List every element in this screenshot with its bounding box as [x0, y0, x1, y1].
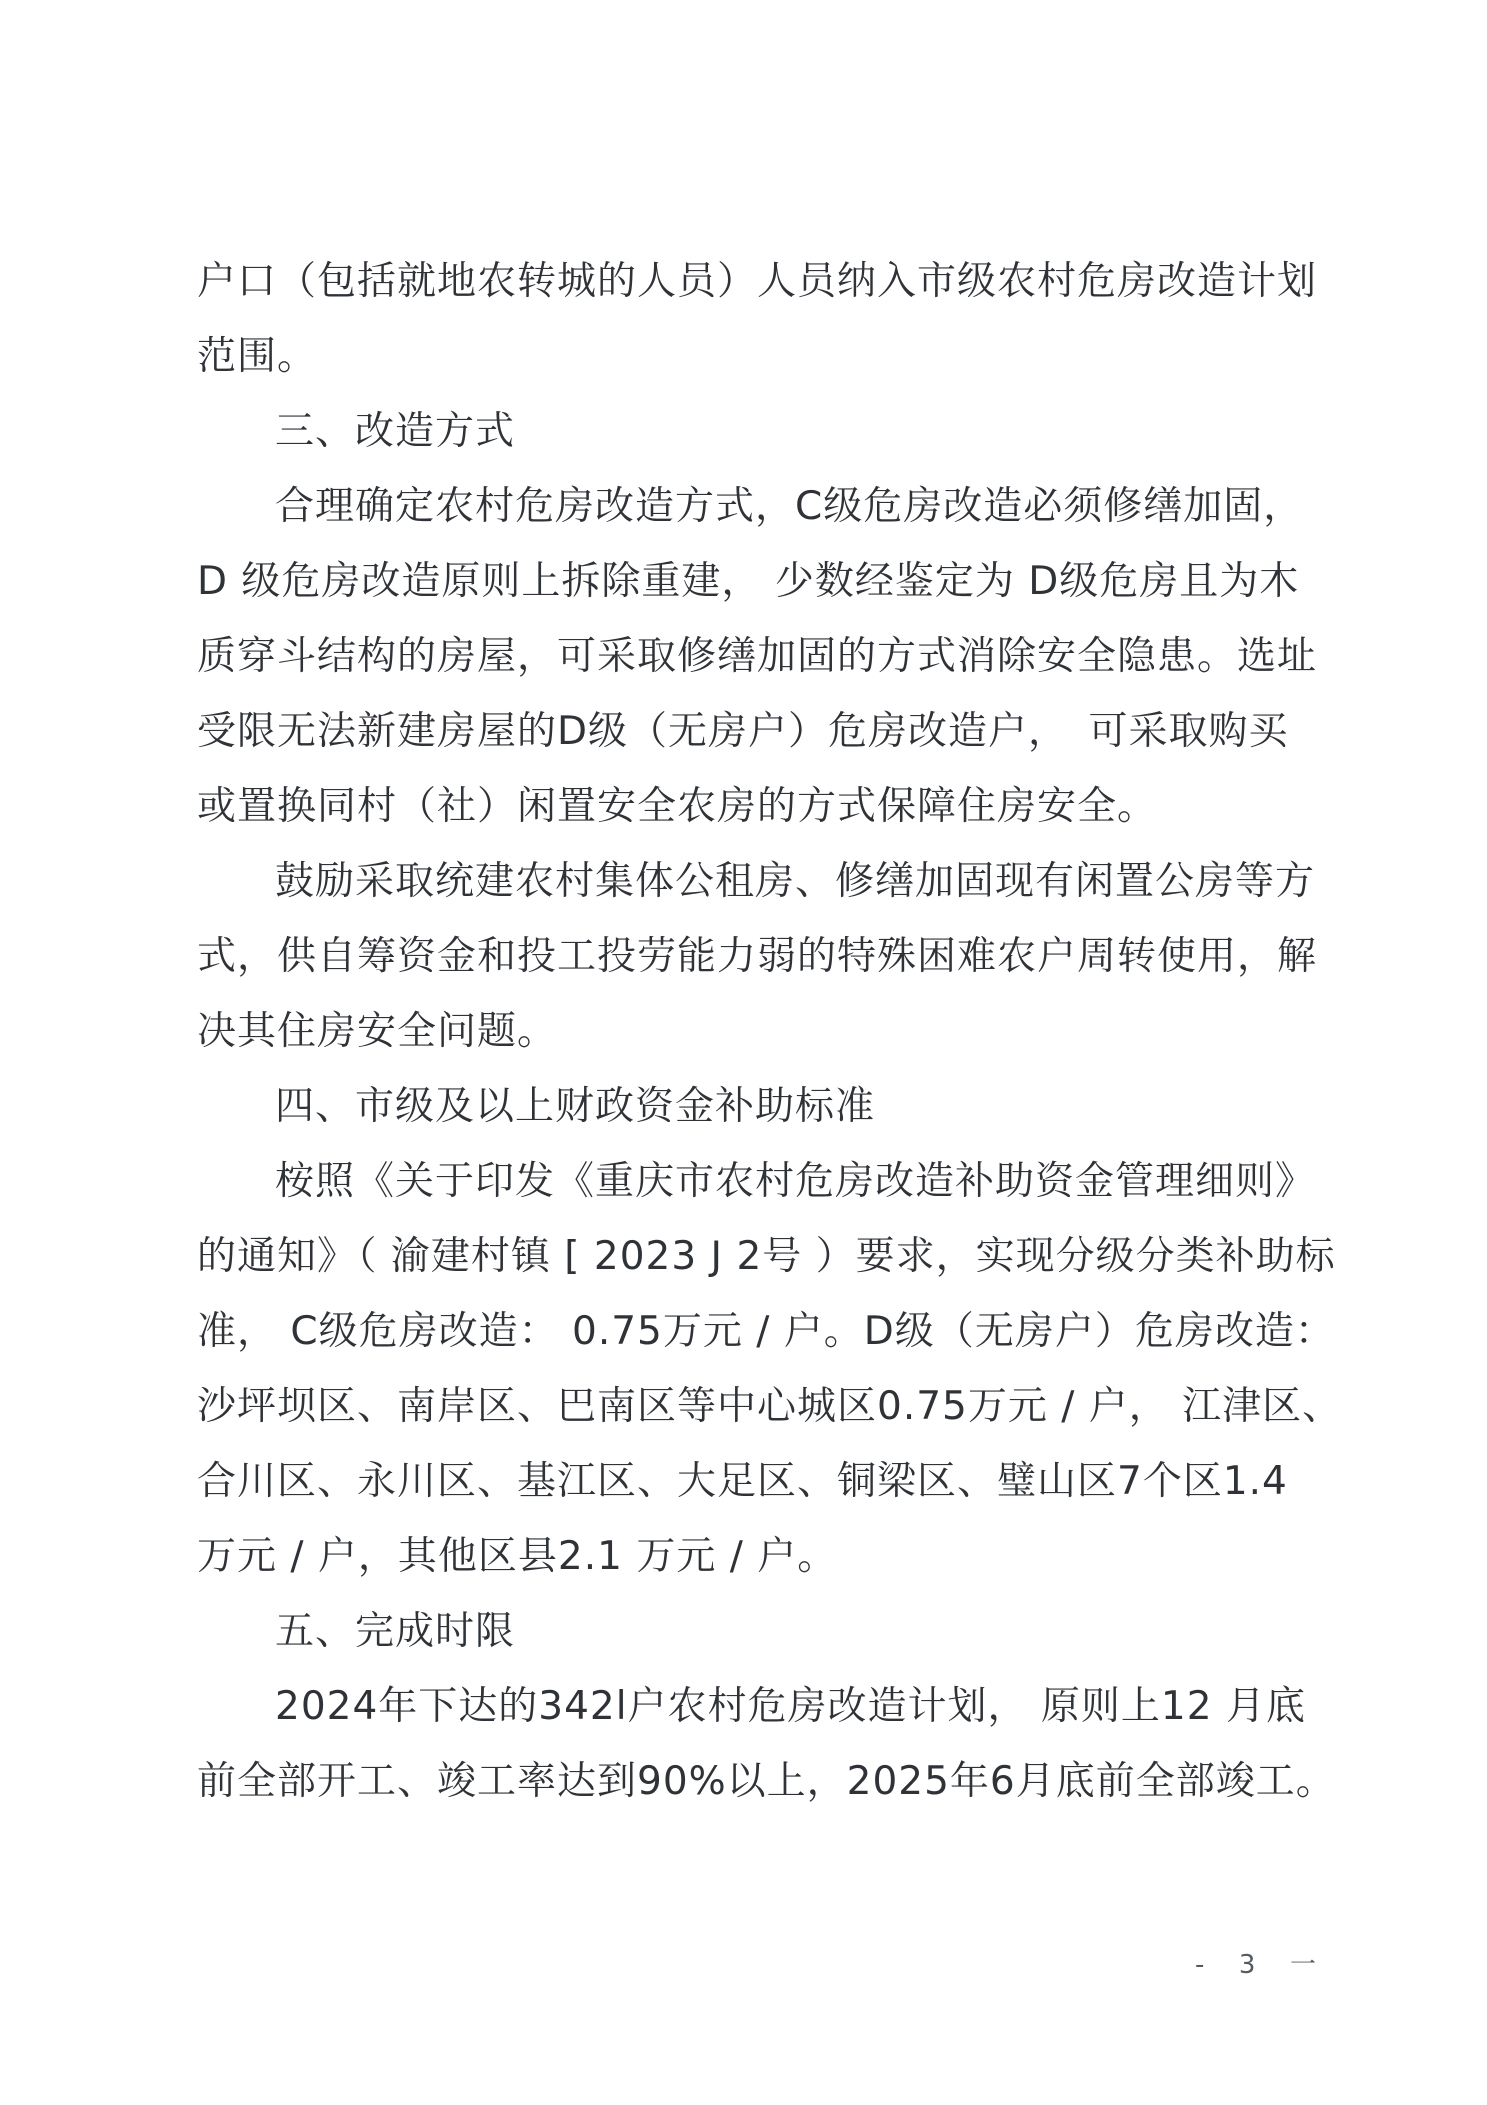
section-heading: 四、市级及以上财政资金补助标准: [275, 1084, 876, 1129]
body-text-line: 式，供自筹资金和投工投劳能力弱的特殊困难农户周转使用，解: [197, 934, 1318, 979]
section-heading: 五、完成时限: [275, 1609, 516, 1654]
body-text-line: 合川区、永川区、基江区、大足区、铜梁区、璧山区7个区1.4: [197, 1459, 1288, 1504]
body-text-line: 2024年下达的342l户农村危房改造计划， 原则上12 月底: [275, 1684, 1306, 1729]
body-text-line: 鼓励采取统建农村集体公租房、修缮加固现有闲置公房等方: [275, 859, 1316, 904]
section-heading: 三、改造方式: [275, 409, 516, 454]
page-number: - 3 一: [1195, 1950, 1322, 1980]
body-text-line: 桉照《关于印发《重庆市农村危房改造补助资金管理细则》: [275, 1159, 1316, 1204]
body-text-line: 户口（包括就地农转城的人员）人员纳入市级农村危房改造计划: [197, 259, 1318, 304]
body-text-line: 或置换同村（社）闲置安全农房的方式保障住房安全。: [197, 784, 1158, 829]
body-text-line: 合理确定农村危房改造方式，C级危房改造必须修缮加固，: [275, 484, 1304, 529]
body-text-line: 前全部开工、竣工率达到90%以上，2025年6月底前全部竣工。: [197, 1759, 1336, 1804]
body-text-line: 决其住房安全问题。: [197, 1009, 558, 1054]
body-text-line: 沙坪坝区、南岸区、巴南区等中心城区0.75万元 / 户， 江津区、: [197, 1384, 1343, 1429]
body-text-line: 万元 / 户，其他区县2.1 万元 / 户。: [197, 1534, 838, 1579]
body-text-line: 的通知》（ 渝建村镇 [ 2023 J 2号 ）要求，实现分级分类补助标: [197, 1234, 1336, 1279]
body-text-line: 质穿斗结构的房屋，可采取修缮加固的方式消除安全隐患。选址: [197, 634, 1318, 679]
body-text-line: 准， C级危房改造： 0.75万元 / 户。D级（无房户）危房改造：: [197, 1309, 1335, 1354]
body-text-line: D 级危房改造原则上拆除重建， 少数经鉴定为 D级危房且为木: [197, 559, 1300, 604]
body-text-line: 受限无法新建房屋的D级（无房户）危房改造户， 可采取购买: [197, 709, 1289, 754]
body-text-line: 范围。: [197, 334, 318, 379]
